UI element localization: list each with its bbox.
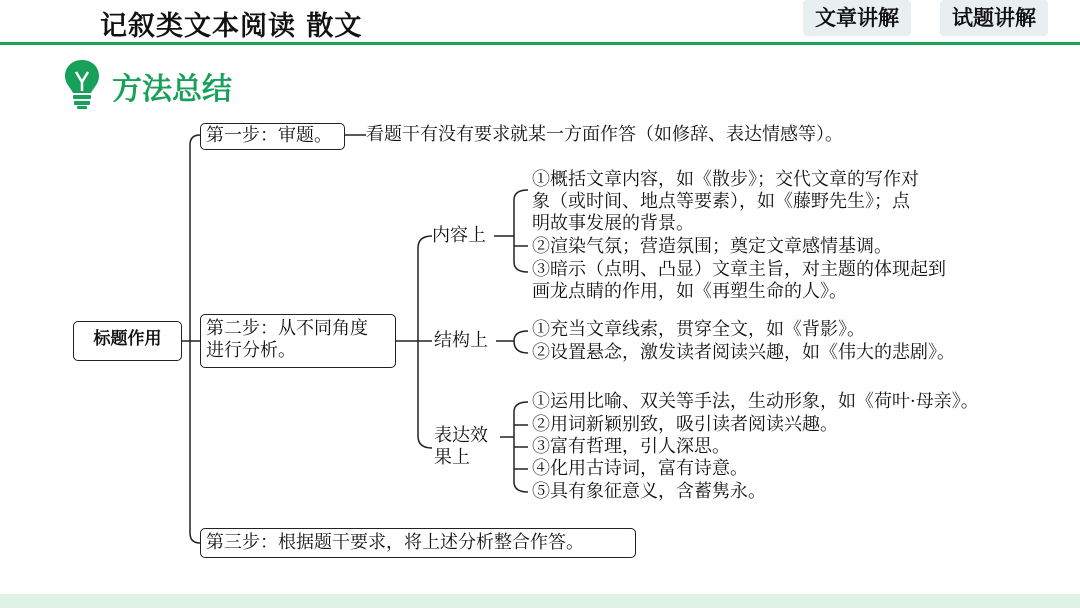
expression-label-line: 果上 — [434, 447, 470, 468]
content-item-line: 画龙点睛的作用，如《再塑生命的人》。 — [532, 281, 847, 302]
expression-item: ⑤具有象征意义，含蓄隽永。 — [532, 481, 766, 502]
step3-box: 第三步：根据题干要求，将上述分析整合作答。 — [200, 528, 636, 558]
question-explain-button[interactable]: 试题讲解 — [940, 0, 1048, 36]
content-item-line: 象（或时间、地点等要素），如《藤野先生》；点 — [532, 191, 910, 212]
article-explain-button[interactable]: 文章讲解 — [803, 0, 911, 36]
step1-box: 第一步：审题。 — [200, 123, 345, 150]
content-label: 内容上 — [432, 225, 486, 246]
structure-label: 结构上 — [434, 330, 488, 351]
footer-bar — [0, 594, 1080, 608]
expression-item: ①运用比喻、双关等手法，生动形象，如《荷叶·母亲》。 — [532, 391, 979, 412]
content-item-line: ②渲染气氛；营造氛围；奠定文章感情基调。 — [532, 236, 892, 257]
step2-box-line: 第二步：从不同角度 — [206, 318, 368, 339]
section-title: 方法总结 — [112, 72, 232, 107]
expression-item: ③富有哲理，引人深思。 — [532, 436, 730, 457]
content-item-line: 明故事发展的背景。 — [532, 213, 694, 234]
expression-item: ④化用古诗词，富有诗意。 — [532, 458, 748, 479]
content-item-line: ①概括文章内容，如《散步》；交代文章的写作对 — [532, 169, 919, 190]
step2-box — [200, 314, 396, 368]
expression-label-line: 表达效 — [434, 425, 488, 446]
expression-item: ②用词新颖别致，吸引读者阅读兴趣。 — [532, 414, 838, 435]
step2-box-line: 进行分析。 — [206, 340, 296, 361]
structure-item: ②设置悬念，激发读者阅读兴趣，如《伟大的悲剧》。 — [532, 342, 955, 363]
root-node: 标题作用 — [73, 321, 182, 361]
content-item-line: ③暗示（点明、凸显）文章主旨，对主题的体现起到 — [532, 259, 946, 280]
step1-description: 看题干有没有要求就某一方面作答（如修辞、表达情感等）。 — [366, 124, 843, 145]
page-title: 记叙类文本阅读 散文 — [100, 11, 363, 42]
structure-item: ①充当文章线索，贯穿全文，如《背影》。 — [532, 319, 865, 340]
